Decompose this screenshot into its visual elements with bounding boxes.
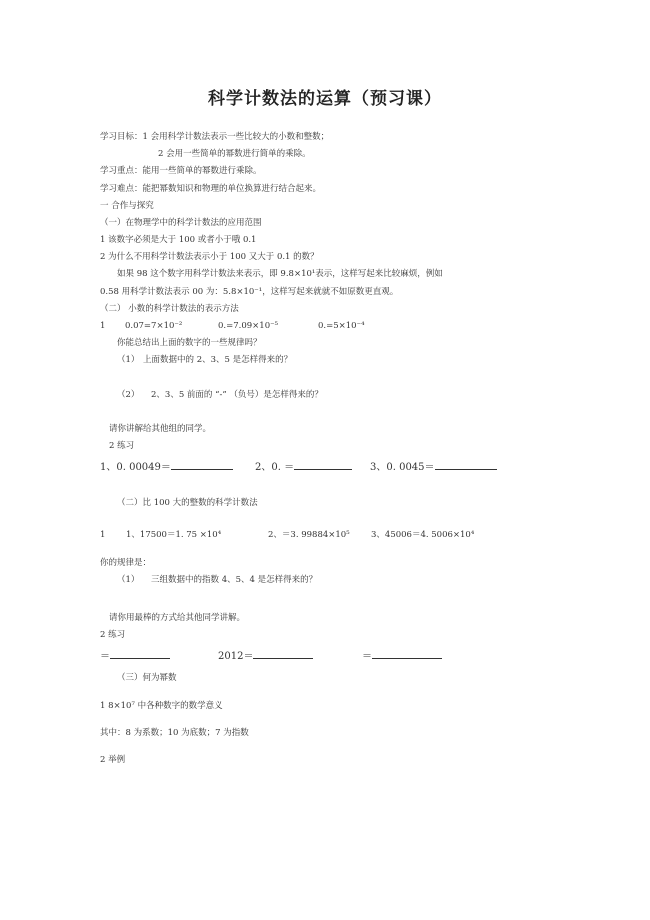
- part2-sub2: 2、3、5 前面的 “-” （负号）是怎样得来的？: [151, 390, 323, 400]
- part3-example-a: 1、17500＝1. 75 ×10⁴: [126, 530, 222, 540]
- goal-2: 2 会用一些简单的幂数进行简单的乘除。: [158, 149, 311, 159]
- practice-6-label: ＝: [362, 651, 372, 662]
- part2-ex-number: 1: [100, 321, 106, 331]
- practice-5-blank[interactable]: [253, 648, 313, 659]
- part2-ask: 你能总结出上面的数字的一些规律吗？: [117, 338, 262, 348]
- part2-sub1: 上面数据中的 2、3、5 是怎样得来的？: [143, 355, 293, 365]
- part2-example-b: 0.=7.09×10⁻⁵: [218, 321, 278, 331]
- part4-heading: （三）何为幂数: [117, 673, 177, 683]
- part3-example-b: 2、＝3. 99884×10⁵: [268, 530, 350, 540]
- part1-q2: 2 为什么不用科学计数法表示小于 100 又大于 0.1 的数？: [100, 252, 319, 262]
- practice-2: [255, 459, 352, 474]
- goal-1: 1 会用科学计数法表示一些比较大的小数和整数；: [142, 132, 330, 142]
- part2-practice: 2 练习: [109, 441, 135, 451]
- practice-2-label: 2、0. ＝: [255, 462, 295, 473]
- focus-line: 学习重点：能用一些简单的幂数进行乘除。: [100, 166, 262, 176]
- part2-sub1-number: （1）: [117, 355, 140, 365]
- part4-item-1: 1 8×10⁷ 中各种数字的数学意义: [100, 701, 223, 711]
- practice-6: [362, 648, 442, 663]
- practice-4: [100, 648, 170, 663]
- practice-6-blank[interactable]: [372, 648, 442, 659]
- part2-share: 请你讲解给其他组的同学。: [109, 424, 212, 434]
- part3-rule: 你的规律是：: [100, 558, 152, 568]
- part3-ex-number: 1: [100, 530, 106, 540]
- part3-example-c: 3、45006＝4. 5006×10⁴: [371, 530, 475, 540]
- section-heading: 一 合作与探究: [100, 201, 154, 211]
- part3-share: 请你用最棒的方式给其他同学讲解。: [109, 613, 246, 623]
- part3-sub1-number: （1）: [117, 575, 140, 585]
- practice-3-blank[interactable]: [435, 459, 497, 470]
- part1-explain-2: 0.58 用科学计数法表示 00 为：5.8×10⁻¹，这样写起来就就不如原数更直观。: [100, 287, 399, 297]
- practice-4-blank[interactable]: [110, 648, 170, 659]
- part3-sub1: 三组数据中的指数 4、5、4 是怎样得来的？: [151, 575, 318, 585]
- part3-heading: （二）比 100 大的整数的科学计数法: [117, 498, 258, 508]
- practice-1-label: 1、0. 00049＝: [100, 462, 171, 473]
- difficulty-line: 学习难点：能把幂数知识和物理的单位换算进行结合起来。: [100, 184, 322, 194]
- part1-explain-1: 如果 98 这个数字用科学计数法来表示，即 9.8×10¹表示，这样写起来比较麻烦，例如: [117, 269, 443, 279]
- part4-meaning: 其中：8 为系数；10 为底数；7 为指数: [100, 728, 249, 738]
- practice-4-label: ＝: [100, 651, 110, 662]
- practice-2-blank[interactable]: [294, 459, 352, 470]
- practice-5: [218, 648, 313, 663]
- part3-practice: 2 练习: [100, 630, 126, 640]
- part1-heading: （一）在物理学中的科学计数法的应用范围: [100, 218, 262, 228]
- part2-heading: （二） 小数的科学计数法的表示方法: [100, 304, 239, 314]
- practice-1-blank[interactable]: [171, 459, 233, 470]
- goals-line-1: [100, 131, 329, 143]
- part4-item-2: 2 举例: [100, 755, 126, 765]
- part1-q1: 1 该数字必须是大于 100 或者小于哦 0.1: [100, 235, 257, 245]
- part2-example-c: 0.=5×10⁻⁴: [318, 321, 365, 331]
- practice-3: [370, 459, 497, 474]
- practice-5-label: 2012＝: [218, 651, 254, 662]
- practice-3-label: 3、0. 0045＝: [370, 462, 435, 473]
- page-title: 科学计数法的运算（预习课）: [208, 89, 442, 109]
- practice-1: [100, 459, 233, 474]
- goals-label: 学习目标：: [100, 132, 143, 142]
- part2-example-a: 0.07=7×10⁻²: [125, 321, 183, 331]
- part2-sub2-number: （2）: [117, 390, 140, 400]
